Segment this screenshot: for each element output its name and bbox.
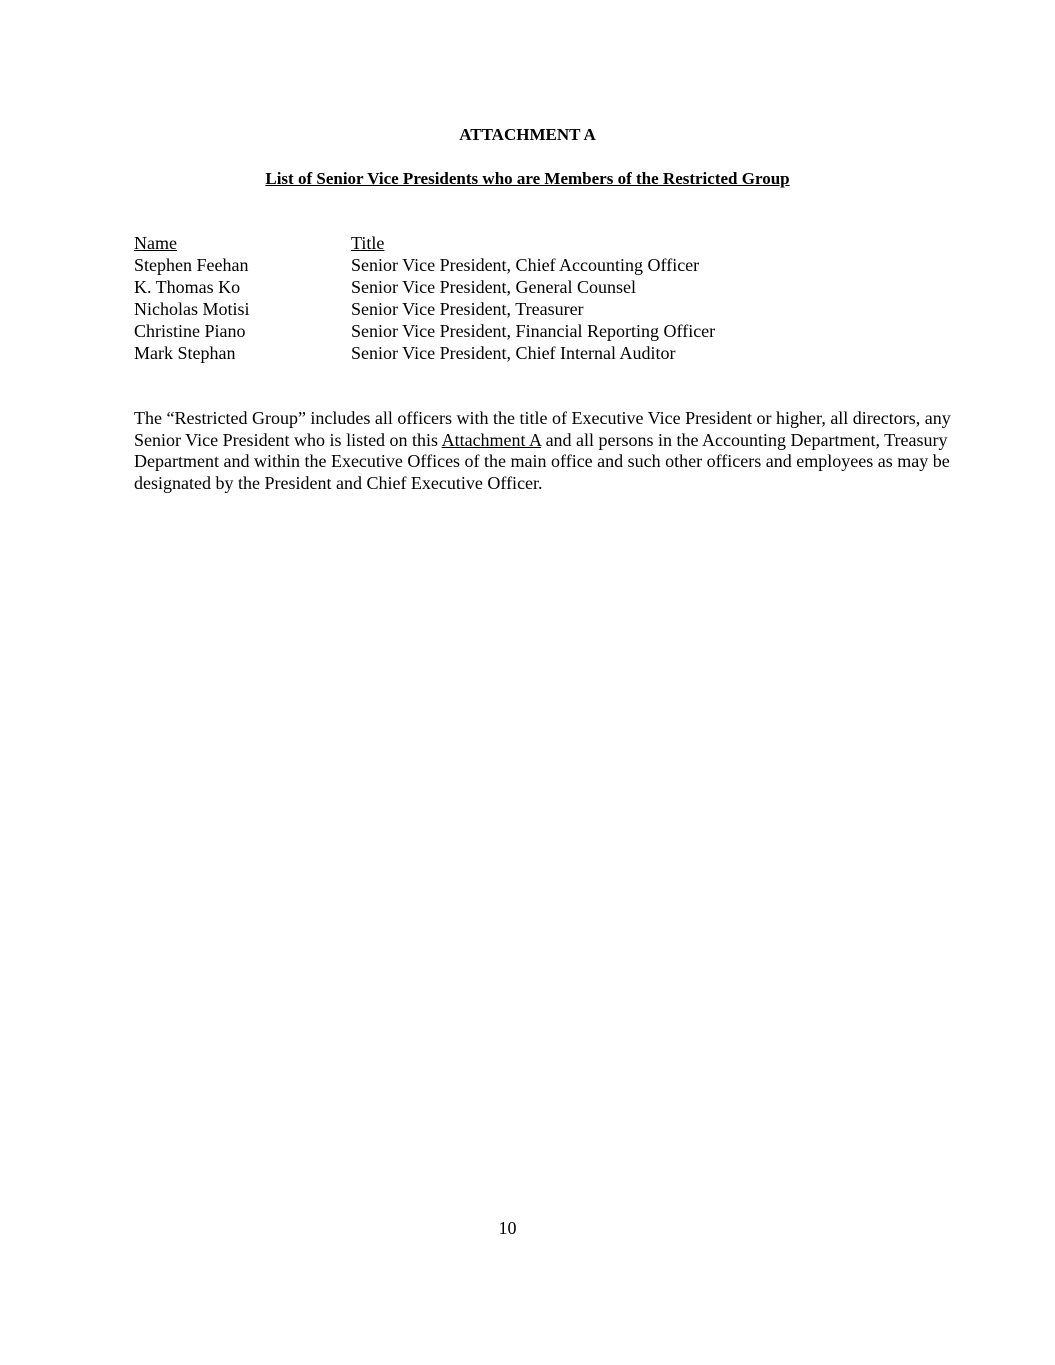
officer-name: Mark Stephan: [134, 343, 236, 363]
title-column-header: Title: [351, 233, 385, 253]
officer-name: K. Thomas Ko: [134, 277, 241, 297]
attachment-a-reference: Attachment A: [441, 429, 542, 450]
table-header-row: [134, 232, 715, 254]
list-subheading: List of Senior Vice Presidents who are Members of the Restricted Group: [265, 169, 790, 188]
restricted-group-paragraph: [134, 408, 974, 494]
paragraph-text-after-link: and all persons in the Accounting Department, Treasury Department and within the Executive Offices of the main office and such other officers and employees as may be designated by the President and Chief Executive Officer.: [134, 429, 950, 493]
officer-title: Senior Vice President, Chief Internal Auditor: [351, 343, 676, 363]
officer-title: Senior Vice President, Chief Accounting Officer: [351, 255, 700, 275]
table-row: [134, 342, 715, 364]
table-row: [134, 298, 715, 320]
officers-table: [134, 232, 715, 364]
table-row: [134, 254, 715, 276]
officer-title: Senior Vice President, General Counsel: [351, 277, 637, 297]
page-number: 10: [498, 1218, 517, 1238]
officer-title: Senior Vice President, Financial Reporting Officer: [351, 321, 716, 341]
table-row: [134, 276, 715, 298]
attachment-heading: ATTACHMENT A: [459, 125, 596, 144]
name-column-header: Name: [134, 233, 177, 253]
table-row: [134, 320, 715, 342]
officer-name: Christine Piano: [134, 321, 246, 341]
officer-name: Nicholas Motisi: [134, 299, 250, 319]
paragraph-text-before-link: The “Restricted Group” includes all officers with the title of Executive Vice President or higher, all directors, any Senior Vice President who is listed on this: [134, 408, 951, 450]
officer-name: Stephen Feehan: [134, 255, 249, 275]
officer-title: Senior Vice President, Treasurer: [351, 299, 584, 319]
